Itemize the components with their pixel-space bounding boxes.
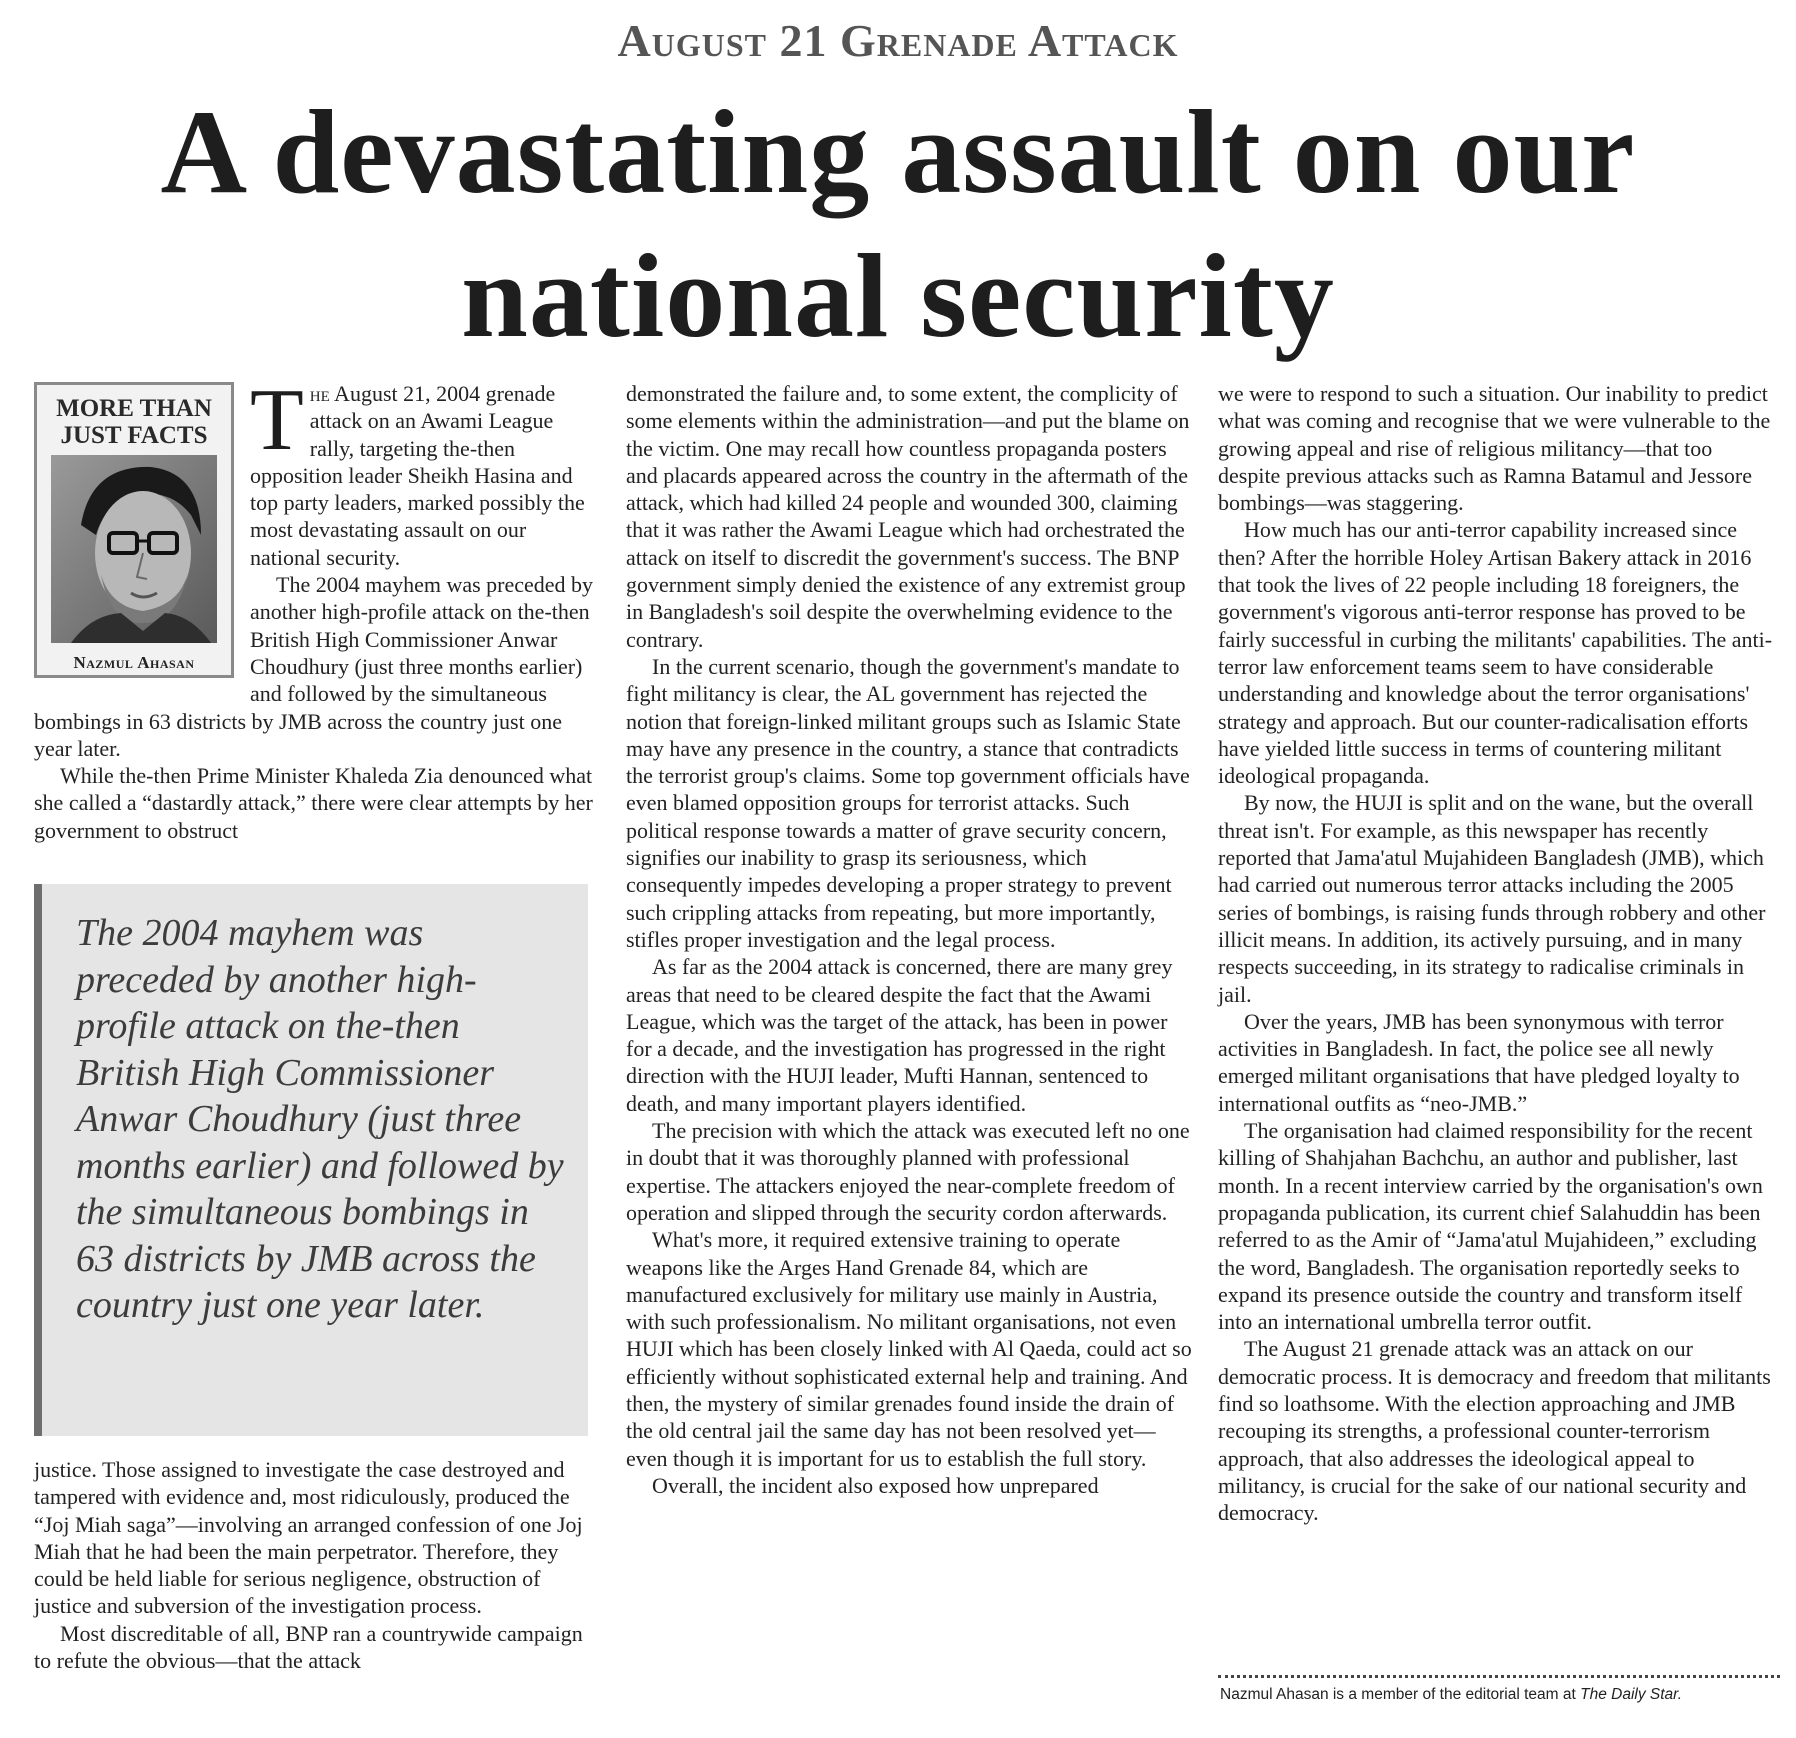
publication-name: The Daily Star. [1580, 1686, 1683, 1703]
paragraph: Overall, the incident also exposed how unprepared [652, 1472, 1099, 1498]
paragraph: demonstrated the failure and, to some extent, the complicity of some elements within the administration—and put the blame on the victim. One may recall how countless propaganda posters and placards appeared across the country in the aftermath of the attack, which had killed 24 people and wounded 300, claiming that it was rather the Awami League which had orchestrated the attack on itself to discredit the government's success. The BNP government simply denied the existence of any extremist group in Bangladesh's soil despite the overwhelming evidence to the contrary. [626, 381, 1190, 652]
paragraph: we were to respond to such a situation. Our inability to predict what was coming and recognise that we were vulnerable to the growing appeal and rise of religious militancy—that too despite previous attacks such as Ramna Batamul and Jessore bombings—was staggering. [1218, 381, 1771, 516]
byline-box [34, 382, 234, 678]
column-title: MORE THAN JUST FACTS [56, 395, 212, 449]
paragraph: In the current scenario, though the government's mandate to fight militancy is clear, the AL government has rejected the notion that foreign-linked militant groups such as Islamic State may have any presence in the country, a stance that contradicts the terrorist group's claims. Some top government officials have even blamed opposition groups for terrorist attacks. Such political response towards a matter of grave security concern, signifies our inability to grasp its seriousness, which consequently impedes developing a proper strategy to prevent such crippling attacks from repeating, but more importantly, stifles proper investigation and the legal process. [626, 653, 1190, 952]
section-kicker: August 21 Grenade Attack [617, 15, 1179, 66]
paragraph: While the-then Prime Minister Khaleda Zia denounced what she called a “dastardly attack,” there were clear attempts by her government to obstruct [34, 763, 593, 843]
drop-cap: T [250, 372, 304, 469]
paragraph: The August 21 grenade attack was an attack on our democratic process. It is democracy and freedom that militants find so loathsome. With the election approaching and JMB recouping its strengths, a professional counter-terrorism approach, that also addresses the ideological appeal to militancy, is crucial for the sake of our national security and democracy. [1218, 1336, 1771, 1526]
article-column-3 [1218, 380, 1780, 1700]
paragraph: The precision with which the attack was executed left no one in doubt that it was thoroughly planned with professional expertise. The attackers enjoyed the near-complete freedom of operation and slipped through the security cordon afterwards. [626, 1118, 1190, 1225]
article-column-1-continued [34, 1456, 596, 1674]
author-note: Nazmul Ahasan is a member of the editorial team at The Daily Star. [1220, 1686, 1683, 1703]
paragraph: By now, the HUJI is split and on the wane, but the overall threat isn't. For example, as this newspaper has recently reported that Jama'atul Mujahideen Bangladesh (JMB), which had carried out numerous terror attacks including the 2005 series of bombings, is raising funds through robbery and other illicit means. In addition, its actively pursuing, and in many respects succeeding, in its strategy to radicalise criminals in jail. [1218, 790, 1766, 1007]
paragraph: justice. Those assigned to investigate the case destroyed and tampered with evidence and, most ridiculously, produced the “Joj Miah saga”—involving an arranged confession of one Joj Miah that he had been the main perpetrator. Therefore, they could be held liable for serious negligence, obstruction of justice and subversion of the investigation process. [34, 1457, 583, 1619]
paragraph: Most discreditable of all, BNP ran a countrywide campaign to refute the obvious—that the attack [34, 1620, 583, 1674]
paragraph: How much has our anti-terror capability increased since then? After the horrible Holey Artisan Bakery attack in 2016 that took the lives of 22 people including 18 foreigners, the government's vigorous anti-terror response has proved to be fairly successful in curbing the militants' capabilities. The anti-terror law enforcement teams seem to have considerable understanding and knowledge about the terror organisations' strategy and approach. But our counter-radicalisation efforts have yielded little success in terms of countering militant ideological propaganda. [1218, 517, 1773, 789]
article-column-2 [626, 380, 1194, 1710]
paragraph: Over the years, JMB has been synonymous with terror activities in Bangladesh. In fact, the police see all newly emerged militant organisations that have pledged loyalty to international outfits as “neo-JMB.” [1218, 1008, 1740, 1116]
paragraph: As far as the 2004 attack is concerned, there are many grey areas that need to be cleared despite the fact that the Awami League, which was the target of the attack, has been in power for a decade, and the investigation has progressed in the right direction with the HUJI leader, Mufti Hannan, sentenced to death, and many important players identified. [626, 954, 1173, 1116]
article-headline: A devastating assault on our national security [160, 85, 1636, 362]
footer-divider [1218, 1675, 1780, 1678]
paragraph: What's more, it required extensive training to operate weapons like the Arges Hand Grenade 84, which are manufactured exclusively for military use mainly in Austria, with such professionalism. No militant organisations, not even HUJI which has been closely linked with Al Qaeda, could act so efficiently without sophisticated external help and training. And then, the mystery of similar grenades found inside the drain of the old central jail the same day has not been resolved yet—even though it is important for us to establish the full story. [626, 1227, 1192, 1471]
paragraph: The organisation had claimed responsibility for the recent killing of Shahjahan Bachchu, an author and publisher, last month. In a recent interview carried by the organisation's own propaganda publication, its current chief Salahuddin has been referred to as the Amir of “Jama'atul Mujahideen,” excluding the word, Bangladesh. The organisation reportedly seeks to expand its presence outside the country and transform itself into an international umbrella terror outfit. [1218, 1118, 1763, 1335]
paragraph: The 2004 mayhem was preceded by another high-profile attack on the-then British High Commissioner Anwar Choudhury (just three months earlier) and followed by the simultaneous bombings in 63 districts by JMB across the country just one year later. [34, 572, 594, 761]
author-name: Nazmul Ahasan [73, 653, 195, 672]
author-photo [51, 455, 217, 643]
pull-quote: The 2004 mayhem was preceded by another high-profile attack on the-then British High Commissioner Anwar Choudhury (just three months earlier) and followed by the simultaneous bombings in 63 districts by JMB across the country just one year later. [34, 884, 588, 1436]
paragraph: The August 21, 2004 grenade attack on an Awami League rally, targeting the-then opposition leader Sheikh Hasina and top party leaders, marked possibly the most devastating assault on our national security. [250, 372, 585, 570]
